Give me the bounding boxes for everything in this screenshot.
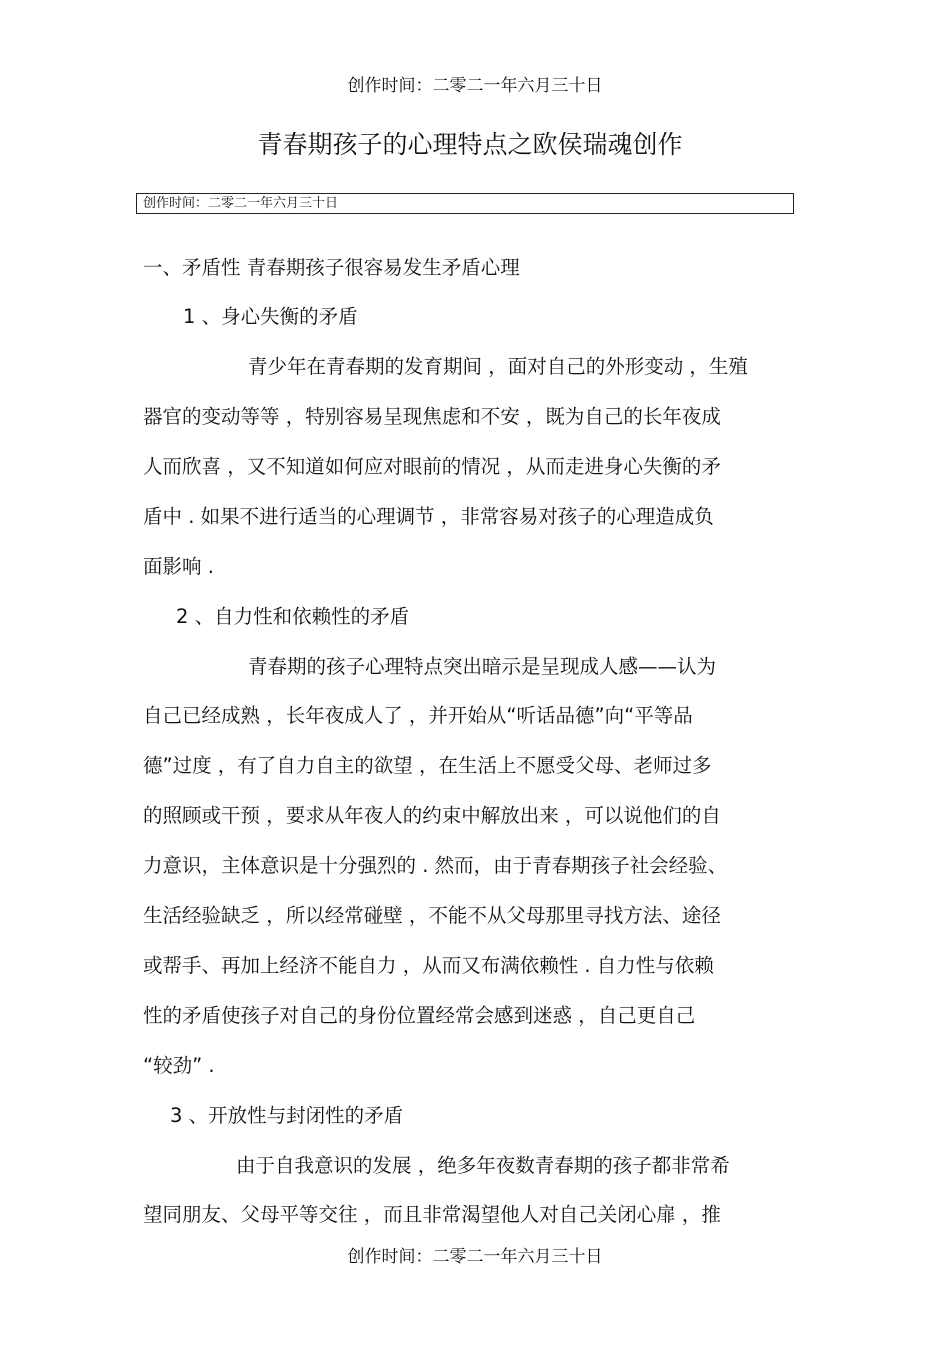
text-line: 器官的变动等等 ，特别容易呈现焦虑和不安 ，既为自己的长年夜成 [143,405,721,428]
document-title: 青春期孩子的心理特点之欧侯瑞魂创作 [257,130,683,159]
text-line: 或帮手、再加上经济不能自力 ，从而又布满依赖性 . 自力性与依赖 [143,954,714,977]
subheading-1: 1 、身心失衡的矛盾 [183,305,358,328]
page-footer: 创作时间：二零二一年六月三十日 [347,1247,603,1267]
text-line: 由于自我意识的发展 ，绝多年夜数青春期的孩子都非常希 [236,1154,730,1177]
section-heading-1: 一、矛盾性 青春期孩子很容易发生矛盾心理 [143,256,520,279]
text-line: 面影响 . [143,555,214,578]
text-line: 的照顾或干预 ，要求从年夜人的约束中解放出来 ，可以说他们的自 [143,804,721,827]
text-line: 生活经验缺乏 ，所以经常碰壁 ，不能不从父母那里寻找方法、途径 [143,904,721,927]
text-line: 望同朋友、父母平等交往 ，而且非常渴望他人对自己关闭心扉 ，推 [143,1203,721,1226]
text-line: 青少年在青春期的发育期间 ，面对自己的外形变动 ，生殖 [248,355,748,378]
subheading-3: 3 、开放性与封闭性的矛盾 [170,1104,404,1127]
text-line: 人而欣喜 ，又不知道如何应对眼前的情况 ，从而走进身心失衡的矛 [143,455,721,478]
text-line: 德”过度 ，有了自力自主的欲望 ，在生活上不愿受父母、老师过多 [143,754,712,777]
page-header: 创作时间：二零二一年六月三十日 [347,76,603,96]
text-line: “较劲” . [143,1054,215,1077]
text-line: 自己已经成熟 ，长年夜成人了 ，并开始从“听话品德”向“平等品 [143,704,693,727]
creation-time-box: 创作时间：二零二一年六月三十日 [136,193,794,214]
text-line: 力意识，主体意识是十分强烈的 . 然而，由于青春期孩子社会经验、 [143,854,728,877]
text-line: 青春期的孩子心理特点突出暗示是呈现成人感——认为 [248,655,717,678]
text-line: 盾中 . 如果不进行适当的心理调节 ，非常容易对孩子的心理造成负 [143,505,714,528]
subheading-2: 2 、自力性和依赖性的矛盾 [176,605,410,628]
text-line: 性的矛盾使孩子对自己的身份位置经常会感到迷惑 ，自己更自己 [143,1004,696,1027]
